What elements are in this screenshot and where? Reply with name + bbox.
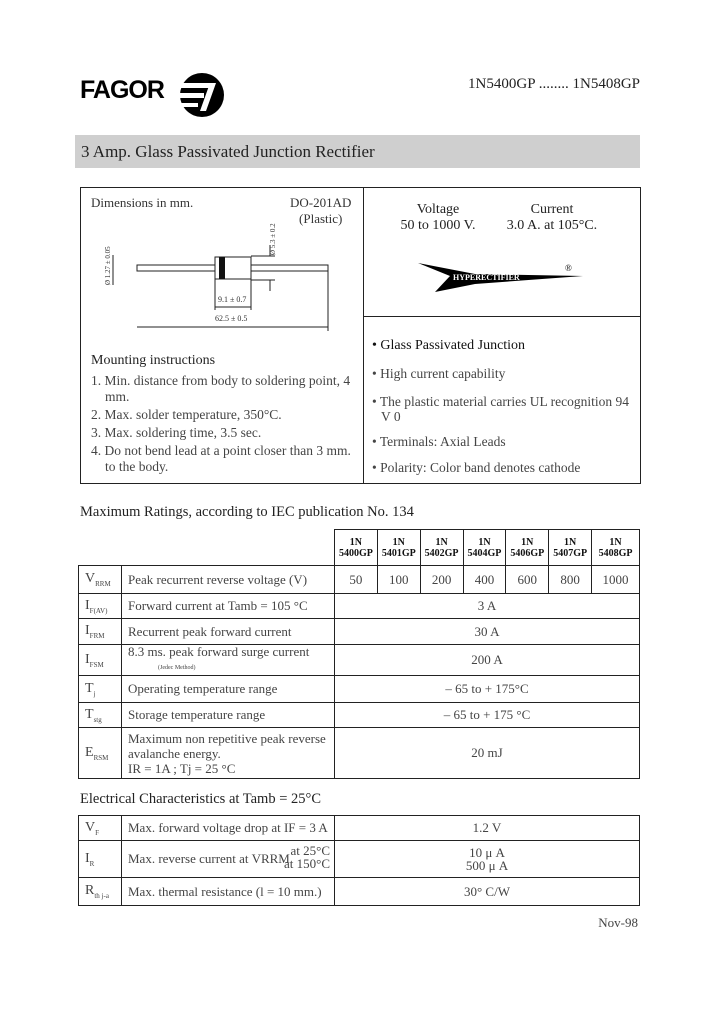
- column-header: 1N 5404GP: [463, 530, 506, 566]
- symbol: $T_{stg}$: [79, 703, 122, 728]
- max-ratings-table: [78, 529, 640, 779]
- column-header: 1N 5406GP: [506, 530, 549, 566]
- feature-item: • High current capability: [372, 366, 506, 381]
- feature-item: • Terminals: Axial Leads: [372, 434, 506, 449]
- table-row: [79, 728, 640, 779]
- table-row: [79, 566, 640, 594]
- footer-date: Nov-98: [598, 915, 638, 930]
- symbol: $E_{RSM}$: [79, 728, 122, 779]
- description: Max. reverse current at VRRM at 25°C at 150°C: [122, 841, 335, 878]
- value: 1000: [592, 566, 640, 594]
- feature-item: • The plastic material carries UL recognition 94 V 0: [372, 394, 630, 424]
- voltage-spec: [395, 202, 481, 234]
- symbol: $T_j$: [79, 676, 122, 703]
- electrical-table: [78, 815, 640, 906]
- value: 400: [463, 566, 506, 594]
- mounting-title: Mounting instructions: [91, 353, 216, 368]
- value: 10 μ A 500 μ A: [335, 841, 640, 878]
- fagor-logo-icon: [176, 71, 226, 119]
- table-row: [79, 619, 640, 645]
- value: 20 mJ: [335, 728, 640, 779]
- lead-dia-dim: Ø 1.27 ± 0.05: [104, 246, 112, 285]
- package-name: DO-201AD: [290, 195, 352, 210]
- max-ratings-title: Maximum Ratings, according to IEC publication No. 134: [80, 504, 414, 520]
- description: 8.3 ms. peak forward surge current (Jedec Method): [122, 645, 335, 676]
- title-bar: [75, 135, 640, 168]
- value: – 65 to + 175 °C: [335, 703, 640, 728]
- symbol: $I_{F(AV)}$: [79, 594, 122, 619]
- table-header-row: [79, 530, 640, 566]
- mounting-item: 3. Max. soldering time, 3.5 sec.: [91, 425, 262, 440]
- symbol: $R_{th j-a}$: [79, 878, 122, 906]
- value: 800: [549, 566, 592, 594]
- symbol: $V_F$: [79, 816, 122, 841]
- value: 600: [506, 566, 549, 594]
- symbol: $V_{RRM}$: [79, 566, 122, 594]
- column-header: 1N 5408GP: [592, 530, 640, 566]
- value: 50: [335, 566, 378, 594]
- brand-logo: FAGOR: [80, 76, 164, 104]
- registered-mark: ®: [565, 263, 572, 273]
- symbol: $I_R$: [79, 841, 122, 878]
- column-header: 1N 5402GP: [420, 530, 463, 566]
- description: Storage temperature range: [122, 703, 335, 728]
- symbol: $I_{FRM}$: [79, 619, 122, 645]
- diode-dimension-drawing: [80, 215, 360, 335]
- table-row: [79, 645, 640, 676]
- table-row: [79, 816, 640, 841]
- body-dia-dim: Ø 5.3 ± 0.2: [269, 223, 277, 255]
- hyperectifier-logo: [415, 260, 590, 295]
- current-label: Current: [530, 202, 574, 217]
- package-type: (Plastic): [299, 211, 343, 226]
- voltage-value: 50 to 1000 V.: [400, 218, 476, 233]
- mounting-item: 2. Max. solder temperature, 350°C.: [91, 407, 282, 422]
- table-row: [79, 878, 640, 906]
- current-spec: [488, 202, 616, 234]
- description: Max. thermal resistance (l = 10 mm.): [122, 878, 335, 906]
- divider: [363, 316, 640, 317]
- description: Recurrent peak forward current: [122, 619, 335, 645]
- table-row: [79, 676, 640, 703]
- table-row: [79, 841, 640, 878]
- mounting-item: 4. Do not bend lead at a point closer than 3 mm. to the body.: [91, 443, 351, 474]
- current-value: 3.0 A. at 105°C.: [506, 218, 598, 233]
- table-row: [79, 594, 640, 619]
- divider: [363, 187, 364, 484]
- mounting-item: 1. Min. distance from body to soldering point, 4 mm.: [91, 373, 351, 404]
- value: – 65 to + 175°C: [335, 676, 640, 703]
- description: Forward current at Tamb = 105 °C: [122, 594, 335, 619]
- logo-text: HYPERECTIFIER: [453, 273, 520, 282]
- description: Operating temperature range: [122, 676, 335, 703]
- value: 3 A: [335, 594, 640, 619]
- column-header: 1N 5407GP: [549, 530, 592, 566]
- table-row: [79, 703, 640, 728]
- part-range: 1N5400GP ........ 1N5408GP: [468, 76, 640, 92]
- column-header: 1N 5401GP: [377, 530, 420, 566]
- description: Peak recurrent reverse voltage (V): [122, 566, 335, 594]
- symbol: $I_{FSM}$: [79, 645, 122, 676]
- value: 1.2 V: [335, 816, 640, 841]
- description: Max. forward voltage drop at IF = 3 A: [122, 816, 335, 841]
- value: 30 A: [335, 619, 640, 645]
- value: 100: [377, 566, 420, 594]
- features-list: [372, 338, 637, 476]
- mounting-list: [91, 373, 361, 475]
- description: Maximum non repetitive peak reverse avalanche energy. IR = 1A ; Tj = 25 °C: [122, 728, 335, 779]
- value: 200: [420, 566, 463, 594]
- value: 200 A: [335, 645, 640, 676]
- electrical-title: Electrical Characteristics at Tamb = 25°C: [80, 791, 321, 807]
- voltage-label: Voltage: [416, 202, 460, 217]
- column-header: 1N 5400GP: [335, 530, 378, 566]
- total-length-dim: 62.5 ± 0.5: [215, 314, 248, 323]
- page-title: 3 Amp. Glass Passivated Junction Rectifier: [81, 142, 375, 161]
- value: 30° C/W: [335, 878, 640, 906]
- dimensions-label: Dimensions in mm.: [91, 195, 194, 210]
- feature-item: • Polarity: Color band denotes cathode: [372, 460, 581, 475]
- feature-item: • Glass Passivated Junction: [372, 338, 526, 353]
- body-length-dim: 9.1 ± 0.7: [218, 295, 247, 304]
